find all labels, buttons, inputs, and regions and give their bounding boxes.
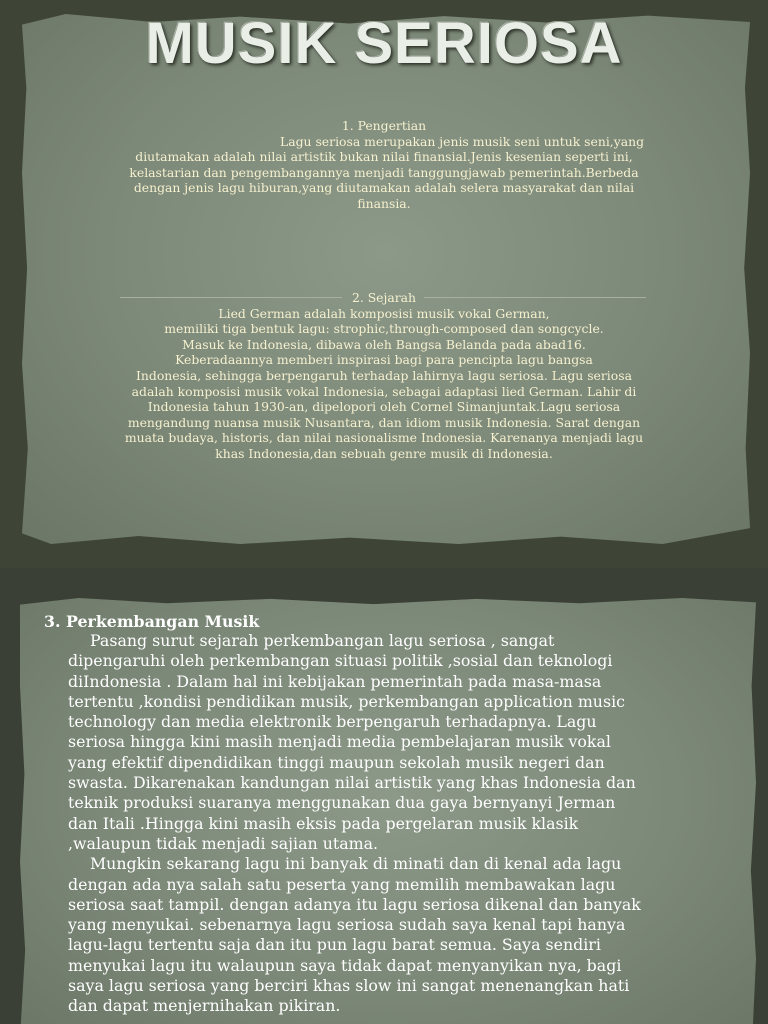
slide-title: MUSIK SERIOSA <box>145 11 623 76</box>
paragraph-line: dengan ada nya salah satu peserta yang memilih membawakan lagu <box>68 874 616 894</box>
paragraph-line: Masuk ke Indonesia, dibawa oleh Bangsa Belanda pada abad16. <box>182 336 586 352</box>
paragraph-line: Pasang surut sejarah perkembangan lagu seriosa , sangat <box>90 631 555 650</box>
section-perkembangan <box>68 631 732 1017</box>
paragraph-line: dan dapat menjernihakan pikiran. <box>68 996 341 1016</box>
paragraph-line: finansia. <box>357 195 411 211</box>
paragraph-line: memiliki tiga bentuk lagu: strophic,through-composed dan songcycle. <box>164 321 604 337</box>
paragraph-line: adalah komposisi musik vokal Indonesia, sebagai adaptasi lied German. Lahir di <box>131 383 637 399</box>
paragraph-line: diutamakan adalah nilai artistik bukan nilai finansial.Jenis kesenian seperti ini, <box>135 149 633 165</box>
paragraph-line: Lagu seriosa merupakan jenis musik seni untuk seni,yang <box>279 133 645 149</box>
paper-background <box>22 14 750 544</box>
section-heading: 1. Pengertian <box>341 118 427 133</box>
section-pengertian <box>60 118 708 212</box>
paragraph-line: seriosa saat tampil. dengan adanya itu lagu seriosa dikenal dan banyak <box>68 894 641 914</box>
paragraph-line: kelastarian dan pengembangannya menjadi tanggungjawab pemerintah.Berbeda <box>129 164 639 180</box>
paragraph-line: yang efektif dipendidikan tinggi maupun sekolah musik negeri dan <box>68 752 605 772</box>
section-heading: 2. Sejarah <box>351 290 417 305</box>
paragraph-line: Indonesia, sehingga berpengaruh terhadap lahirnya lagu seriosa. Lagu seriosa <box>136 367 632 383</box>
paragraph-line: muata budaya, historis, dan nilai nasionalisme Indonesia. Karenanya menjadi lagu <box>124 430 644 446</box>
paragraph-line: saya lagu seriosa yang berciri khas slow ini sangat menenangkan hati <box>68 976 630 996</box>
paragraph-line: yang menyukai. sebenarnya lagu seriosa sudah saya kenal tapi hanya <box>68 915 626 935</box>
paragraph-line: swasta. Dikarenakan kandungan nilai artistik yang khas Indonesia dan <box>68 773 636 793</box>
paragraph-line: dan Itali .Hingga kini masih eksis pada pergelaran musik klasik <box>68 813 579 833</box>
paragraph-line: seriosa hingga kini masih menjadi media pembelajaran musik vokal <box>68 732 611 752</box>
paragraph-line: tertentu ,kondisi pendidikan musik, perkembangan application music <box>68 691 625 711</box>
paragraph-line: teknik produksi suaranya menggunakan dua gaya bernyanyi Jerman <box>68 793 616 813</box>
section-heading-perkembangan: 3. Perkembangan Musik <box>44 612 260 631</box>
paragraph-line: dipengaruhi oleh perkembangan situasi politik ,sosial dan teknologi <box>68 651 613 671</box>
section-sejarah <box>60 290 708 462</box>
paragraph-line: technology dan media elektronik berpengaruh terhadapnya. Lagu <box>68 712 597 732</box>
paragraph-line: Lied German adalah komposisi musik vokal German, <box>218 305 550 321</box>
paragraph-line: mengandung nuansa musik Nusantara, dan idiom musik Indonesia. Sarat dengan <box>127 414 641 430</box>
paragraph-line: ,walaupun tidak menjadi sajian utama. <box>68 833 379 853</box>
paragraph-line: Indonesia tahun 1930-an, dipelopori oleh Cornel Simanjuntak.Lagu seriosa <box>147 399 621 415</box>
paragraph-line: Mungkin sekarang lagu ini banyak di minati dan di kenal ada lagu <box>90 854 622 874</box>
paragraph-line: dengan jenis lagu hiburan,yang diutamakan adalah selera masyarakat dan nilai <box>133 180 635 196</box>
paragraph-line: khas Indonesia,dan sebuah genre musik di Indonesia. <box>215 445 553 461</box>
paragraph-line: Keberadaannya memberi inspirasi bagi para pencipta lagu bangsa <box>175 352 593 368</box>
paragraph-line: diIndonesia . Dalam hal ini kebijakan pemerintah pada masa-masa <box>68 671 602 691</box>
paragraph-line: menyukai lagu itu walaupun saya tidak dapat menyanyikan nya, bagi <box>68 955 622 975</box>
paragraph-line: lagu-lagu tertentu saja dan itu pun lagu barat semua. Saya sendiri <box>68 935 601 955</box>
